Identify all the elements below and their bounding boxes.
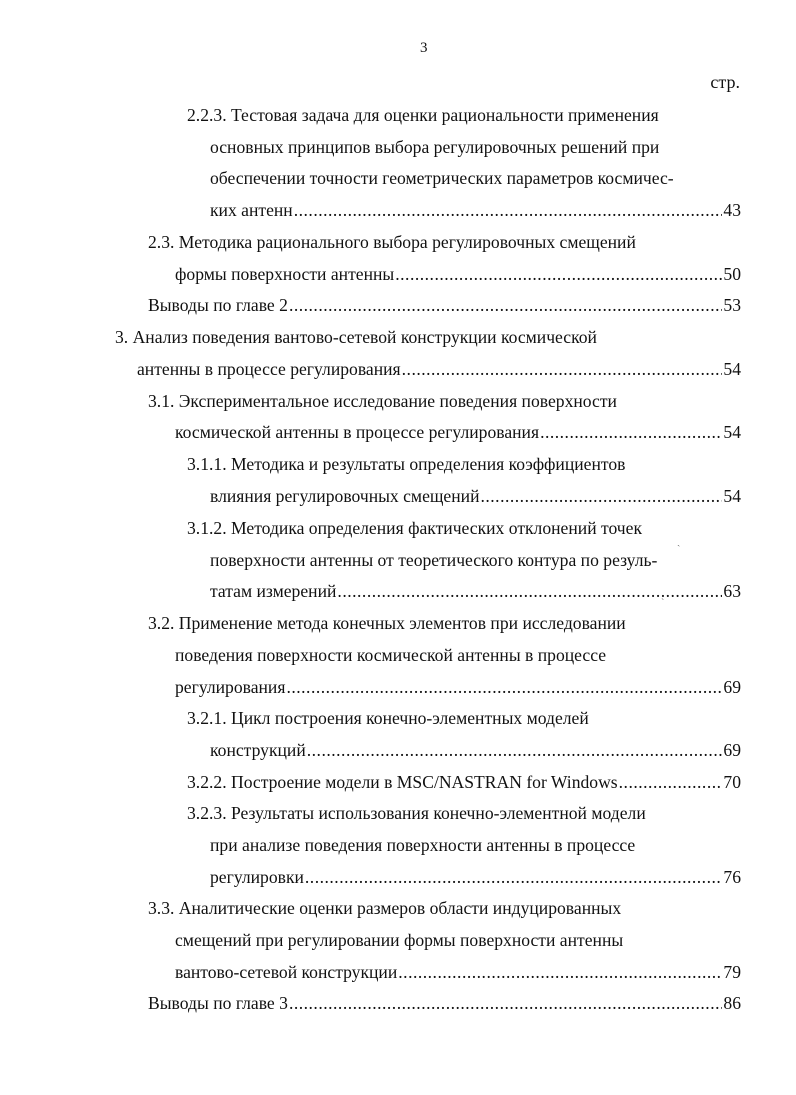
toc-entry-line: 3.2.3. Результаты использования конечно-элементной модели [187, 803, 646, 823]
toc-page-number: 76 [723, 867, 741, 887]
scan-speck: ˏ [677, 536, 681, 547]
toc-entry-text: влияния регулировочных смещений [210, 486, 480, 506]
toc-entry-last-line [175, 960, 741, 984]
toc-entry-text: татам измерений [210, 581, 337, 601]
toc-entry-last-line [175, 675, 741, 699]
toc-entry-last-line [137, 357, 741, 381]
toc-entry-last-line [175, 420, 741, 444]
toc-entry-line: поверхности антенны от теоретического контура по резуль- [210, 550, 658, 570]
toc-page-number: 69 [723, 740, 741, 760]
toc-entry-line: поведения поверхности космической антенны в процессе [175, 645, 607, 665]
toc-page-number: 50 [723, 264, 741, 284]
toc-page-number: 54 [723, 422, 741, 442]
scan-speck: ˋ [661, 598, 665, 609]
toc-entry-line: основных принципов выбора регулировочных решений при [210, 137, 660, 157]
toc-entry-last-line [175, 262, 741, 286]
leader-dots [480, 484, 722, 508]
leader-dots [398, 960, 722, 984]
toc-entry-text: регулирования [175, 677, 286, 697]
toc-entry-text: конструкций [210, 740, 306, 760]
toc-entry-last-line [210, 484, 741, 508]
toc-entry-last-line [148, 991, 741, 1015]
toc-entry-line: 2.3. Методика рационального выбора регулировочных смещений [148, 232, 636, 252]
toc-entry-line: смещений при регулировании формы поверхности антенны [175, 930, 624, 950]
toc-entry-last-line [210, 738, 741, 762]
leader-dots [286, 675, 722, 699]
toc-entry-text: космической антенны в процессе регулирования [175, 422, 540, 442]
toc-page-number: 63 [723, 581, 741, 601]
leader-dots [307, 738, 723, 762]
toc-page-number: 79 [723, 962, 741, 982]
leader-dots [337, 579, 722, 603]
toc-entry-line: при анализе поведения поверхности антенны в процессе [210, 835, 636, 855]
toc-entry-line: 3.3. Аналитические оценки размеров области индуцированных [148, 898, 622, 918]
toc-page-number: 53 [723, 295, 741, 315]
toc-entry-line: 3.1.2. Методика определения фактических отклонений точек [187, 518, 643, 538]
toc-entry-line: 3. Анализ поведения вантово-сетевой конструкции космической [115, 327, 597, 347]
toc-entry-line: 3.1.1. Методика и результаты определения коэффициентов [187, 454, 626, 474]
toc-entry-text: регулировки [210, 867, 304, 887]
toc-entry-text: Выводы по главе 3 [148, 993, 288, 1013]
toc-entry-line: 2.2.3. Тестовая задача для оценки рациональности применения [187, 105, 659, 125]
toc-page-number: 69 [723, 677, 741, 697]
toc-entry-text: 3.2.2. Построение модели в MSC/NASTRAN for Windows [187, 772, 618, 792]
toc-page-number: 43 [723, 200, 741, 220]
toc-entry-last-line [210, 198, 741, 222]
toc-entry-text: вантово-сетевой конструкции [175, 962, 398, 982]
leader-dots [305, 865, 723, 889]
toc-page-number: 54 [723, 486, 741, 506]
leader-dots [395, 262, 722, 286]
toc-entry-text: Выводы по главе 2 [148, 295, 288, 315]
leader-dots [289, 991, 722, 1015]
toc-page-number: 54 [723, 359, 741, 379]
toc-entry-last-line [187, 770, 741, 794]
leader-dots [540, 420, 722, 444]
toc-page-number: 86 [723, 993, 741, 1013]
toc-entry-text: формы поверхности антенны [175, 264, 395, 284]
toc-entry-last-line [210, 865, 741, 889]
page-column-label: стр. [710, 72, 740, 92]
toc-entry-line: обеспечении точности геометрических параметров космичес- [210, 168, 674, 188]
toc-entry-line: 3.2.1. Цикл построения конечно-элементных моделей [187, 708, 589, 728]
toc-page-number: 70 [723, 772, 741, 792]
toc-entry-text: ких антенн [210, 200, 293, 220]
toc-entry-text: антенны в процессе регулирования [137, 359, 401, 379]
toc-entry-last-line [148, 293, 741, 317]
toc-entry-line: 3.1. Экспериментальное исследование поведения поверхности [148, 391, 617, 411]
leader-dots [402, 357, 723, 381]
leader-dots [294, 198, 723, 222]
page-number: 3 [420, 40, 428, 56]
toc-entry-line: 3.2. Применение метода конечных элементов при исследовании [148, 613, 626, 633]
leader-dots [289, 293, 722, 317]
leader-dots [619, 770, 723, 794]
